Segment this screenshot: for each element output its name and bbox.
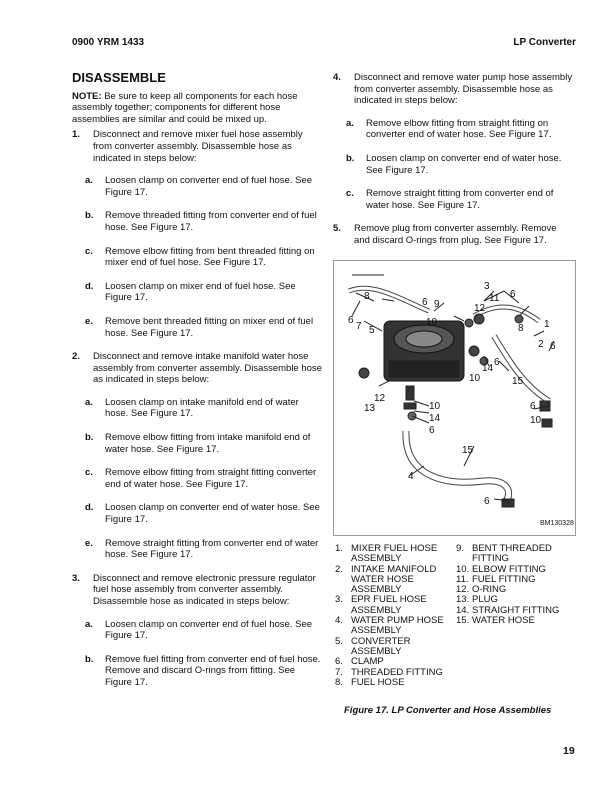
callout-15: 15 bbox=[512, 376, 524, 387]
callout-6g: 6 bbox=[530, 401, 536, 412]
callout-6f: 6 bbox=[429, 425, 435, 436]
page-number: 19 bbox=[563, 745, 575, 757]
right-column bbox=[333, 72, 573, 258]
substep bbox=[72, 654, 322, 689]
substep-text: Remove straight fitting from converter end of water hose. See Figure 17. bbox=[366, 188, 554, 211]
substep-letter: d. bbox=[85, 502, 94, 514]
callout-10: 10 bbox=[426, 317, 438, 328]
step-number: 4. bbox=[333, 72, 341, 83]
step-4 bbox=[333, 72, 573, 107]
legend-number: 7. bbox=[335, 666, 343, 678]
callout-7: 7 bbox=[356, 321, 362, 332]
legend-item bbox=[335, 595, 453, 616]
callout-14: 14 bbox=[482, 363, 494, 374]
figure-17 bbox=[333, 260, 576, 536]
callout-6h: 6 bbox=[484, 496, 490, 507]
note-text: Be sure to keep all components for each hose assembly together; components for different hose assemblies are similar and could be mixed up. bbox=[72, 90, 298, 125]
callout-15b: 15 bbox=[462, 445, 474, 456]
substep-text: Remove elbow fitting from straight fitting converter end of water hose. See Figure 17. bbox=[105, 467, 317, 490]
substep-letter: a. bbox=[85, 175, 93, 187]
substep-letter: b. bbox=[85, 432, 94, 444]
substep bbox=[72, 316, 322, 339]
substep bbox=[72, 538, 322, 561]
substep-letter: a. bbox=[85, 618, 93, 630]
substep-text: Remove straight fitting from converter end of water hose. See Figure 17. bbox=[105, 537, 319, 561]
substep-letter: a. bbox=[85, 396, 93, 408]
substep-text: Remove bent threaded fitting on mixer end of fuel hose. See Figure 17. bbox=[105, 315, 314, 339]
step-text: Disconnect and remove water pump hose assembly from converter assembly. Disassemble hose as indicated in steps below: bbox=[354, 72, 573, 107]
callout-6d: 6 bbox=[550, 341, 556, 352]
substep-letter: c. bbox=[346, 188, 354, 200]
legend-item bbox=[456, 616, 576, 626]
substep bbox=[72, 467, 322, 490]
substep-letter: b. bbox=[85, 210, 94, 222]
substep bbox=[72, 432, 322, 455]
legend-number: 3. bbox=[335, 594, 343, 606]
substep-letter: c. bbox=[85, 245, 93, 257]
legend-number: 9. bbox=[456, 543, 464, 554]
callout-5: 5 bbox=[369, 325, 375, 336]
substep bbox=[333, 118, 573, 141]
legend-text: FUEL HOSE bbox=[351, 676, 405, 688]
legend-number: 4. bbox=[335, 615, 343, 627]
figure-caption: Figure 17. LP Converter and Hose Assemblies bbox=[344, 705, 552, 716]
legend-item bbox=[335, 678, 453, 688]
legend-text: WATER HOSE bbox=[472, 615, 535, 627]
substep bbox=[72, 246, 322, 269]
legend-text: WATER PUMP HOSE ASSEMBLY bbox=[351, 615, 444, 637]
step-number: 3. bbox=[72, 572, 80, 584]
callout-6e: 6 bbox=[494, 357, 500, 368]
callout-10d: 10 bbox=[530, 415, 542, 426]
step-text: Disconnect and remove intake manifold water hose assembly from converter assembly. Disassemble hose as indicated in steps below: bbox=[93, 351, 322, 386]
legend-text: CONVERTER ASSEMBLY bbox=[351, 635, 411, 657]
legend-right bbox=[456, 544, 576, 626]
callout-2: 2 bbox=[538, 339, 544, 350]
callout-8: 8 bbox=[364, 291, 370, 302]
callout-1: 1 bbox=[544, 319, 550, 330]
legend-item bbox=[335, 544, 453, 565]
section-title: LP Converter bbox=[513, 37, 576, 48]
legend-text: INTAKE MANIFOLD WATER HOSE ASSEMBLY bbox=[351, 563, 437, 596]
legend-number: 2. bbox=[335, 563, 343, 575]
step-number: 5. bbox=[333, 223, 341, 235]
section-heading: DISASSEMBLE bbox=[72, 70, 166, 85]
note-label: NOTE: bbox=[72, 90, 102, 102]
callout-6b: 6 bbox=[422, 297, 428, 308]
step-text: Remove plug from converter assembly. Remove and discard O-rings from plug. See Figure 17. bbox=[354, 223, 557, 246]
legend-text: EPR FUEL HOSE ASSEMBLY bbox=[351, 594, 427, 616]
legend-text: O-RING bbox=[472, 584, 507, 596]
legend-number: 8. bbox=[335, 676, 343, 688]
art-code: BM130328 bbox=[540, 520, 574, 527]
step-text: Disconnect and remove mixer fuel hose assembly from converter assembly. Disassemble hose as indicated in steps below: bbox=[93, 129, 303, 164]
legend-item bbox=[335, 637, 453, 658]
substep-letter: e. bbox=[85, 315, 93, 327]
substep-text: Loosen clamp on converter end of fuel hose. See Figure 17. bbox=[105, 618, 313, 642]
substep-text: Remove elbow fitting from intake manifold end of water hose. See Figure 17. bbox=[105, 432, 311, 455]
step-5 bbox=[333, 223, 573, 246]
step-text: Disconnect and remove electronic pressure regulator fuel hose assembly from converter assembly. Disassemble hose as indicated in steps below: bbox=[93, 572, 316, 607]
callout-10c: 10 bbox=[429, 401, 441, 412]
legend-item bbox=[335, 616, 453, 637]
legend-number: 6. bbox=[335, 656, 343, 668]
legend-item bbox=[456, 544, 576, 565]
substep-text: Remove fuel fitting from converter end of fuel hose. Remove and discard O-rings from fitting. See Figure 17. bbox=[105, 653, 321, 688]
substep-letter: b. bbox=[346, 152, 355, 164]
substep-text: Loosen clamp on converter end of water hose. See Figure 17. bbox=[366, 152, 562, 176]
substep-letter: b. bbox=[85, 653, 94, 665]
fuel-hose-shape bbox=[349, 288, 429, 311]
substep-text: Remove elbow fitting from straight fitting on converter end of water hose. See Figure 17. bbox=[366, 117, 552, 141]
legend-number: 5. bbox=[335, 635, 343, 647]
right-steps bbox=[333, 72, 573, 247]
callout-4: 4 bbox=[408, 471, 414, 482]
legend-text: BENT THREADED FITTING bbox=[472, 543, 552, 565]
legend-number: 13. bbox=[456, 594, 470, 606]
substep-letter: c. bbox=[85, 467, 93, 479]
substep bbox=[72, 397, 322, 420]
legend-text: CLAMP bbox=[351, 656, 384, 668]
substep-letter: e. bbox=[85, 537, 93, 549]
step-1 bbox=[72, 129, 322, 164]
legend-text: ELBOW FITTING bbox=[472, 563, 546, 575]
left-steps bbox=[72, 129, 322, 688]
callout-14b: 14 bbox=[429, 413, 441, 424]
substep-text: Remove elbow fitting from bent threaded fitting on mixer end of fuel hose. See Figure 17. bbox=[105, 245, 315, 269]
note bbox=[72, 91, 322, 126]
substep-text: Loosen clamp on intake manifold end of water hose. See Figure 17. bbox=[105, 396, 299, 420]
legend-text: STRAIGHT FITTING bbox=[472, 604, 560, 616]
callout-6c: 6 bbox=[510, 289, 516, 300]
legend-number: 12. bbox=[456, 584, 470, 596]
legend-left bbox=[335, 544, 453, 688]
doc-code: 0900 YRM 1433 bbox=[72, 37, 145, 48]
substep-letter: d. bbox=[85, 280, 94, 292]
callout-8b: 8 bbox=[518, 323, 524, 334]
callout-11: 11 bbox=[489, 293, 500, 304]
callout-10b: 10 bbox=[469, 373, 481, 384]
callout-12b: 12 bbox=[374, 393, 386, 404]
step-2 bbox=[72, 351, 322, 386]
substep-letter: a. bbox=[346, 117, 354, 129]
legend-number: 11. bbox=[456, 573, 469, 585]
substep bbox=[333, 153, 573, 176]
legend-number: 14. bbox=[456, 604, 470, 616]
legend-item bbox=[335, 565, 453, 596]
callout-9: 9 bbox=[434, 299, 440, 310]
substep-text: Loosen clamp on converter end of fuel hose. See Figure 17. bbox=[105, 175, 313, 198]
substep-text: Remove threaded fitting from converter end of fuel hose. See Figure 17. bbox=[105, 210, 317, 233]
step-3 bbox=[72, 573, 322, 608]
callout-13: 13 bbox=[364, 403, 376, 414]
substep bbox=[333, 188, 573, 211]
callout-6: 6 bbox=[348, 315, 354, 326]
substep-text: Loosen clamp on converter end of water hose. See Figure 17. bbox=[105, 502, 320, 526]
substep-text: Loosen clamp on mixer end of fuel hose. See Figure 17. bbox=[105, 280, 296, 304]
step-number: 2. bbox=[72, 351, 80, 363]
callout-12: 12 bbox=[474, 303, 486, 314]
legend-number: 10. bbox=[456, 563, 470, 575]
substep bbox=[72, 210, 322, 233]
legend-text: FUEL FITTING bbox=[472, 573, 536, 585]
assembly-illustration bbox=[334, 261, 575, 535]
legend-number: 1. bbox=[335, 543, 343, 554]
legend-text: THREADED FITTING bbox=[351, 666, 443, 678]
substep bbox=[72, 175, 322, 198]
substep bbox=[72, 502, 322, 525]
legend-text: MIXER FUEL HOSE ASSEMBLY bbox=[351, 543, 438, 565]
legend-text: PLUG bbox=[472, 594, 498, 606]
step-number: 1. bbox=[72, 129, 80, 141]
left-column bbox=[72, 72, 322, 701]
callout-3: 3 bbox=[484, 281, 490, 292]
legend-number: 15. bbox=[456, 615, 470, 627]
substep bbox=[72, 281, 322, 304]
substep bbox=[72, 619, 322, 642]
